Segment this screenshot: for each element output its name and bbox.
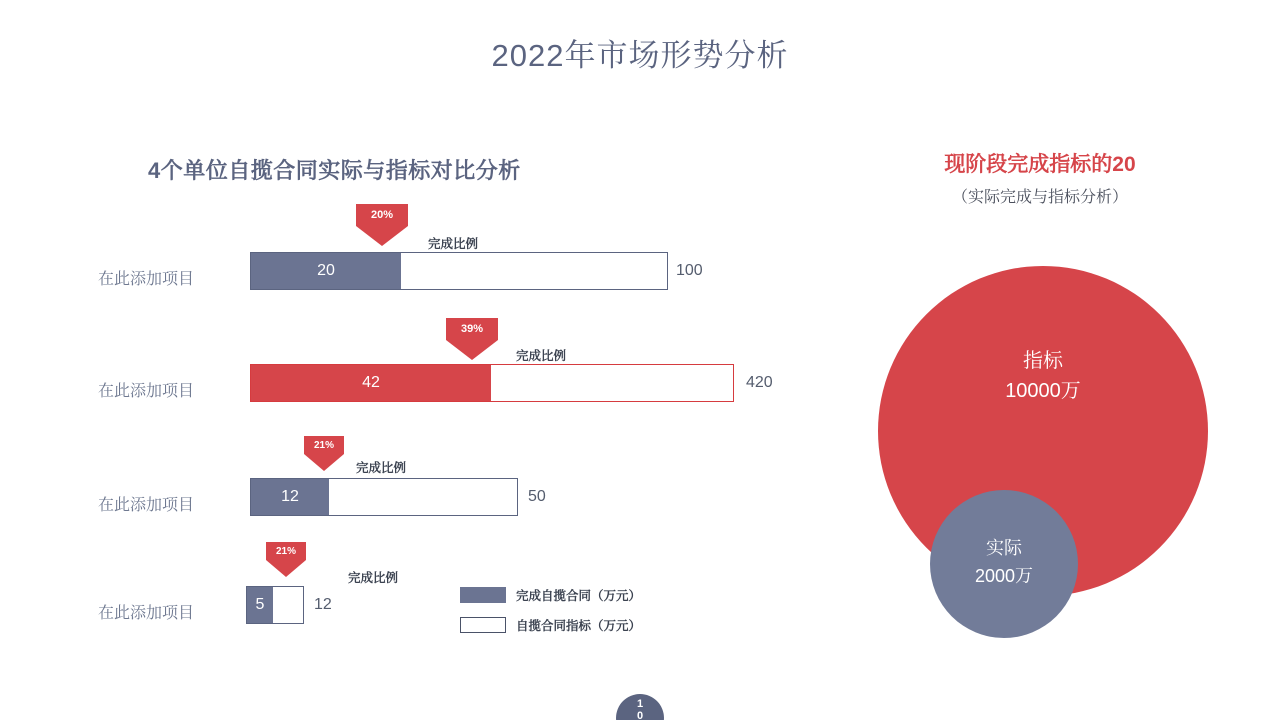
bar-track bbox=[246, 586, 304, 624]
percent-label: 21% bbox=[304, 436, 344, 454]
bar-fill: 20 bbox=[251, 253, 401, 289]
percent-label: 39% bbox=[446, 318, 498, 340]
bar-chart-title: 4个单位自揽合同实际与指标对比分析 bbox=[148, 158, 521, 183]
page-number-line-2: 0 bbox=[636, 710, 644, 720]
legend-label: 自揽合同指标（万元） bbox=[516, 619, 642, 633]
bar-fill: 42 bbox=[251, 365, 491, 401]
percent-label: 20% bbox=[356, 204, 408, 226]
legend-label: 完成自揽合同（万元） bbox=[516, 589, 642, 603]
bar-fill: 5 bbox=[247, 587, 273, 623]
legend-swatch-icon bbox=[460, 617, 506, 633]
circle-chart-subtitle: （实际完成与指标分析） bbox=[951, 189, 1128, 206]
table-row bbox=[0, 210, 800, 310]
bar-track bbox=[250, 252, 668, 290]
bar-track bbox=[250, 364, 734, 402]
legend-swatch-icon bbox=[460, 587, 506, 603]
bar-total-label: 50 bbox=[528, 488, 546, 505]
legend-item bbox=[460, 580, 641, 610]
bar-total-label: 12 bbox=[314, 596, 332, 613]
bar-total-label: 420 bbox=[746, 374, 773, 391]
triangle-pointer-icon bbox=[446, 340, 498, 360]
bar-total-label: 100 bbox=[676, 262, 703, 279]
table-row bbox=[0, 544, 800, 644]
legend-item bbox=[460, 610, 641, 640]
table-row bbox=[0, 322, 800, 422]
circle-chart-title: 现阶段完成指标的20 bbox=[944, 153, 1136, 176]
bar-track bbox=[250, 478, 518, 516]
bar-row-label: 在此添加项目 bbox=[98, 383, 195, 400]
outer-circle-label bbox=[878, 346, 1208, 406]
percent-label: 21% bbox=[266, 542, 306, 560]
chart-legend bbox=[460, 580, 641, 640]
page-number-line-1: 1 bbox=[636, 698, 644, 710]
inner-circle-value: 2000万 bbox=[974, 566, 1034, 586]
bar-fill: 12 bbox=[251, 479, 329, 515]
page-title: 2022年市场形势分析 bbox=[491, 38, 789, 73]
bar-row-label: 在此添加项目 bbox=[98, 605, 195, 622]
triangle-pointer-icon bbox=[266, 560, 306, 577]
outer-circle-value: 10000万 bbox=[1005, 380, 1081, 402]
bar-note-label: 完成比例 bbox=[428, 237, 479, 251]
inner-circle-label bbox=[930, 534, 1078, 590]
bar-note-label: 完成比例 bbox=[348, 571, 399, 585]
triangle-pointer-icon bbox=[304, 454, 344, 471]
bar-row-label: 在此添加项目 bbox=[98, 271, 195, 288]
inner-circle-name: 实际 bbox=[986, 538, 1022, 558]
bar-note-label: 完成比例 bbox=[356, 461, 407, 475]
outer-circle-name: 指标 bbox=[1023, 350, 1063, 372]
table-row bbox=[0, 436, 800, 536]
inner-circle bbox=[930, 490, 1078, 638]
bar-chart-panel bbox=[0, 140, 800, 700]
triangle-pointer-icon bbox=[356, 226, 408, 246]
bar-note-label: 完成比例 bbox=[516, 349, 567, 363]
bar-row-label: 在此添加项目 bbox=[98, 497, 195, 514]
circle-chart-panel bbox=[800, 140, 1280, 700]
